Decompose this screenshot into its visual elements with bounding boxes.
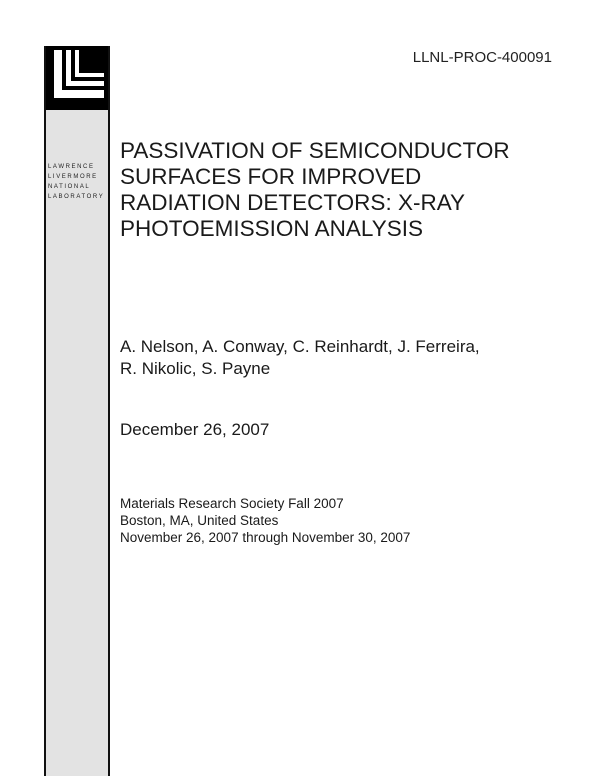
title-line: RADIATION DETECTORS: X-RAY — [120, 190, 466, 215]
title-line: SURFACES FOR IMPROVED — [120, 164, 422, 189]
report-id: LLNL-PROC-400091 — [412, 49, 552, 66]
author-line: A. Nelson, A. Conway, C. Reinhardt, J. Ferreira, — [120, 337, 480, 356]
publication-date: December 26, 2007 — [120, 420, 270, 439]
conference-dates: November 26, 2007 through November 30, 2007 — [120, 530, 411, 545]
lab-name-line: LAWRENCE — [48, 164, 95, 170]
authors — [120, 336, 570, 380]
lab-name-line: NATIONAL — [48, 184, 91, 190]
llnl-logo-icon — [46, 46, 108, 110]
lab-sidebar — [44, 46, 110, 776]
document-title — [120, 138, 560, 242]
conference-name: Materials Research Society Fall 2007 — [120, 496, 344, 511]
lab-name-line: LABORATORY — [48, 194, 105, 200]
conference-info — [120, 495, 410, 546]
title-line: PHOTOEMISSION ANALYSIS — [120, 216, 424, 241]
lab-name-line: LIVERMORE — [48, 174, 98, 180]
conference-location: Boston, MA, United States — [120, 513, 279, 528]
author-line: R. Nikolic, S. Payne — [120, 359, 271, 378]
title-line: PASSIVATION OF SEMICONDUCTOR — [120, 138, 510, 163]
lab-name — [48, 162, 108, 202]
